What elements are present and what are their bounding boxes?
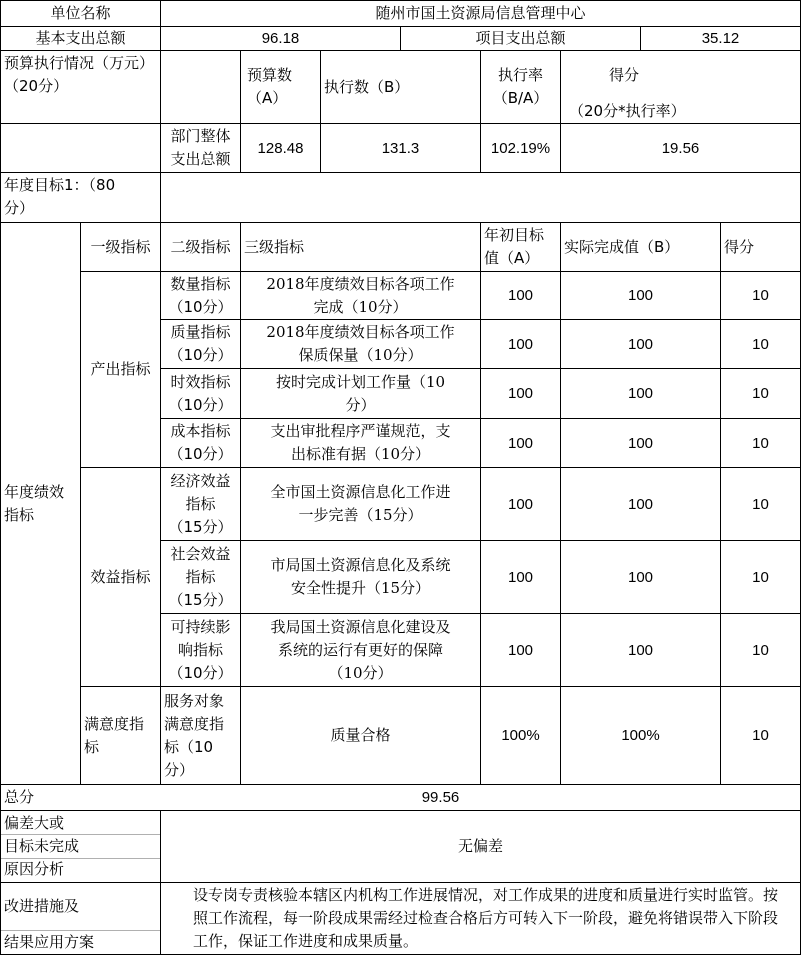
- row-score: 10: [752, 287, 769, 304]
- row-level2: 社会效益 指标 （15分）: [168, 544, 233, 609]
- budget-col-score-formula: （20分*执行率）: [569, 101, 686, 120]
- budget-col-score: 得分: [609, 65, 640, 84]
- row-level2: 服务对象 满意度指 标（10 分）: [164, 691, 225, 779]
- total-value: 99.56: [421, 789, 460, 806]
- col-score: 得分: [724, 237, 755, 256]
- row-target: 100: [507, 495, 534, 513]
- row-actual: 100: [627, 385, 654, 402]
- unit-name-label: 单位名称: [50, 4, 111, 22]
- budget-col-rate: 执行率 （B/A）: [492, 66, 549, 107]
- row-actual: 100: [627, 641, 654, 659]
- row-level2: 可持续影 响指标 （10分）: [168, 617, 233, 682]
- row-score: 10: [752, 727, 769, 744]
- row-level3: 我局国土资源信息化建设及 系统的运行有更好的保障 （10分）: [270, 617, 451, 682]
- col-level2: 二级指标: [170, 237, 231, 256]
- budget-row-label: 部门整体 支出总额: [170, 127, 231, 168]
- deviation-label: 偏差大或 目标未完成 原因分析: [4, 814, 80, 878]
- deviation-value: 无偏差: [457, 837, 503, 855]
- row-level3: 质量合格: [330, 726, 391, 744]
- budget-col-actual: 执行数（B）: [324, 77, 410, 96]
- annual-goal-label: 年度目标1：（80 分）: [4, 176, 116, 217]
- group-output: 产出指标: [90, 360, 151, 378]
- row-actual: 100: [627, 495, 654, 513]
- budget-value: 128.48: [257, 139, 304, 157]
- row-target: 100: [507, 641, 534, 659]
- basic-expense-label: 基本支出总额: [35, 29, 126, 47]
- row-actual: 100: [627, 434, 654, 452]
- project-expense-value: 35.12: [701, 30, 740, 47]
- row-level3: 支出审批程序严谨规范，支 出标准有据（10分）: [270, 422, 451, 463]
- col-level3: 三级指标: [244, 237, 305, 256]
- row-level3: 全市国土资源信息化工作进 一步完善（15分）: [270, 483, 451, 524]
- row-score: 10: [752, 335, 769, 353]
- improvement-label-top: 改进措施及: [4, 897, 80, 915]
- total-label: 总分: [4, 788, 35, 806]
- group-benefit: 效益指标: [90, 567, 151, 586]
- col-target: 年初目标 值（A）: [484, 226, 545, 267]
- indicators-section-label: 年度绩效 指标: [4, 482, 65, 524]
- row-level3: 2018年度绩效目标各项工作 保质保量（10分）: [266, 323, 455, 364]
- row-level2: 成本指标 （10分）: [168, 422, 233, 463]
- row-score: 10: [752, 385, 769, 402]
- row-level2: 数量指标 （10分）: [168, 274, 233, 316]
- col-actual: 实际完成值（B）: [564, 237, 680, 256]
- improvement-value: 设专岗专责核验本辖区内机构工作进展情况，对工作成果的进度和质量进行实时监管。按照工作流程，每一阶段成果需经过检查合格后方可转入下一阶段，避免将错误带入下阶段工作，保证工作进度和成果质量。: [193, 886, 779, 950]
- row-target: 100: [507, 335, 534, 353]
- improvement-label-bottom: 结果应用方案: [4, 933, 95, 951]
- row-level2: 时效指标 （10分）: [168, 372, 233, 414]
- rate-value: 102.19%: [490, 139, 551, 157]
- unit-name-value: 随州市国土资源局信息管理中心: [375, 4, 586, 22]
- group-satisfaction: 满意度指 标: [84, 714, 145, 756]
- budget-section-label: 预算执行情况（万元） （20分）: [4, 54, 155, 95]
- row-score: 10: [752, 495, 769, 513]
- row-target: 100: [507, 385, 534, 402]
- row-score: 10: [752, 568, 769, 586]
- row-actual: 100: [627, 287, 654, 304]
- row-level3: 市局国土资源信息化及系统 安全性提升（15分）: [270, 556, 451, 597]
- row-target: 100: [507, 434, 534, 452]
- row-score: 10: [752, 434, 769, 452]
- budget-col-budget: 预算数 （A）: [247, 66, 293, 107]
- row-level3: 2018年度绩效目标各项工作 完成（10分）: [266, 274, 455, 316]
- score-value: 19.56: [661, 139, 700, 157]
- actual-value: 131.3: [381, 139, 420, 157]
- row-target: 100: [507, 287, 534, 304]
- row-level3: 按时完成计划工作量（10 分）: [275, 372, 446, 414]
- row-actual: 100: [627, 335, 654, 353]
- row-score: 10: [752, 641, 769, 659]
- basic-expense-value: 96.18: [261, 30, 300, 47]
- row-actual: 100: [627, 568, 654, 586]
- row-actual: 100%: [621, 727, 660, 744]
- col-level1: 一级指标: [90, 237, 151, 256]
- row-target: 100: [507, 568, 534, 586]
- row-level2: 经济效益 指标 （15分）: [168, 471, 233, 536]
- project-expense-label: 项目支出总额: [475, 29, 566, 47]
- row-target: 100%: [501, 727, 540, 744]
- row-level2: 质量指标 （10分）: [168, 323, 233, 364]
